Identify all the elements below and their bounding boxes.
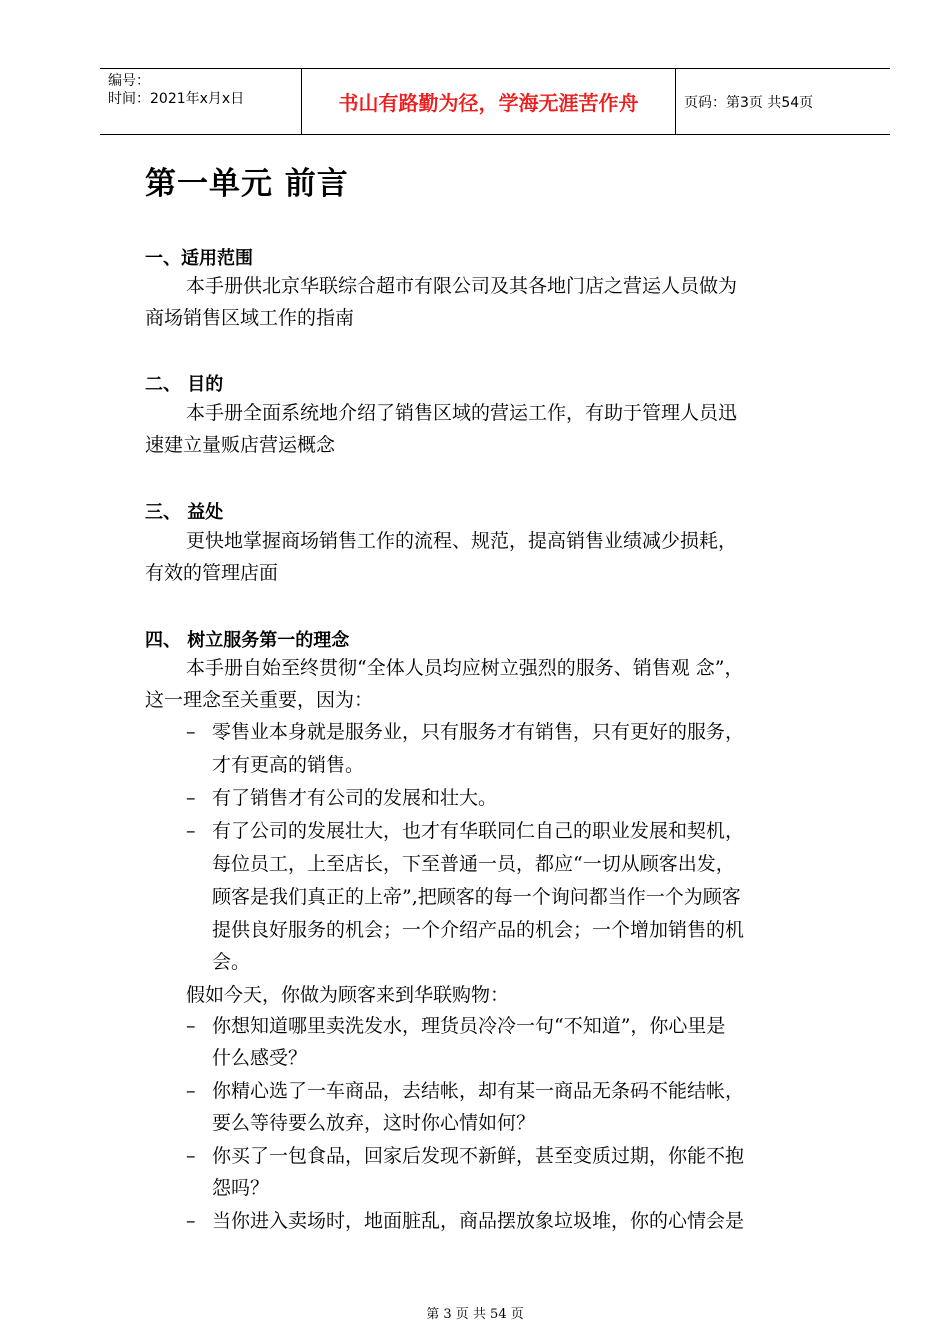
page-code: 页码：第3页 共54页 (684, 94, 814, 111)
section-heading-purpose: 二、 目的 (145, 374, 224, 395)
bullet-line: 你精心选了一车商品，去结帐，却有某一商品无条码不能结帐， (212, 1080, 745, 1102)
number-label: 编号： (108, 73, 150, 89)
bullet-line: 有了销售才有公司的发展和壮大。 (212, 787, 498, 809)
paragraph-line: 本手册供北京华联综合超市有限公司及其各地门店之营运人员做为 (186, 275, 738, 297)
header-table (100, 68, 890, 135)
bullet-line: 顾客是我们真正的上帝”,把顾客的每一个询问都当作一个为顾客 (212, 886, 741, 908)
dash-bullet: – (186, 1080, 196, 1102)
paragraph-line: 本手册自始至终贯彻“全体人员均应树立强烈的服务、销售观 念”， (186, 657, 744, 679)
header-right-cell (676, 69, 890, 134)
page-footer: 第 3 页 共 54 页 (426, 1307, 524, 1322)
section-heading-service: 四、 树立服务第一的理念 (145, 630, 350, 651)
bullet-line: 会。 (212, 951, 251, 973)
dash-bullet: – (186, 721, 196, 743)
dash-bullet: – (186, 787, 196, 809)
bullet-line: 提供良好服务的机会；一个介绍产品的机会；一个增加销售的机 (212, 919, 745, 941)
bullet-line: 零售业本身就是服务业，只有服务才有销售，只有更好的服务， (212, 721, 745, 743)
bullet-line: 你想知道哪里卖洗发水，理货员冷冷一句“不知道”，你心里是 (212, 1015, 726, 1037)
dash-bullet: – (186, 1210, 196, 1232)
dash-bullet: – (186, 1015, 196, 1037)
dash-bullet: – (186, 820, 196, 842)
bullet-line: 要么等待要么放弃，这时你心情如何？ (212, 1112, 536, 1134)
bullet-line: 有了公司的发展壮大，也才有华联同仁自己的职业发展和契机， (212, 820, 745, 842)
section-heading-scope: 一、适用范围 (145, 248, 253, 269)
paragraph-line: 这一理念至关重要，因为： (145, 689, 374, 711)
header-motto-cell (302, 69, 676, 134)
paragraph-line: 商场销售区域工作的指南 (145, 307, 355, 329)
header-left-cell (100, 69, 302, 134)
bullet-line: 什么感受？ (212, 1047, 308, 1069)
scenario-intro: 假如今天，你做为顾客来到华联购物： (186, 984, 510, 1006)
paragraph-line: 有效的管理店面 (145, 562, 279, 584)
section-heading-benefit: 三、 益处 (145, 502, 224, 523)
bullet-line: 当你进入卖场时，地面脏乱，商品摆放象垃圾堆，你的心情会是 (212, 1210, 745, 1232)
paragraph-line: 本手册全面系统地介绍了销售区域的营运工作，有助于管理人员迅 (186, 402, 738, 424)
dash-bullet: – (186, 1145, 196, 1167)
time-label: 时间：2021年x月x日 (108, 91, 245, 107)
paragraph-line: 更快地掌握商场销售工作的流程、规范，提高销售业绩减少损耗， (186, 530, 738, 552)
bullet-line: 你买了一包食品，回家后发现不新鲜，甚至变质过期，你能不抱 (212, 1145, 745, 1167)
bullet-line: 怨吗？ (212, 1177, 270, 1199)
bullet-line: 每位员工，上至店长，下至普通一员，都应“一切从顾客出发， (212, 853, 735, 875)
paragraph-line: 速建立量贩店营运概念 (145, 434, 336, 456)
bullet-line: 才有更高的销售。 (212, 754, 365, 776)
motto: 书山有路勤为径，学海无涯苦作舟 (338, 91, 639, 115)
page-title: 第一单元 前言 (145, 166, 349, 202)
